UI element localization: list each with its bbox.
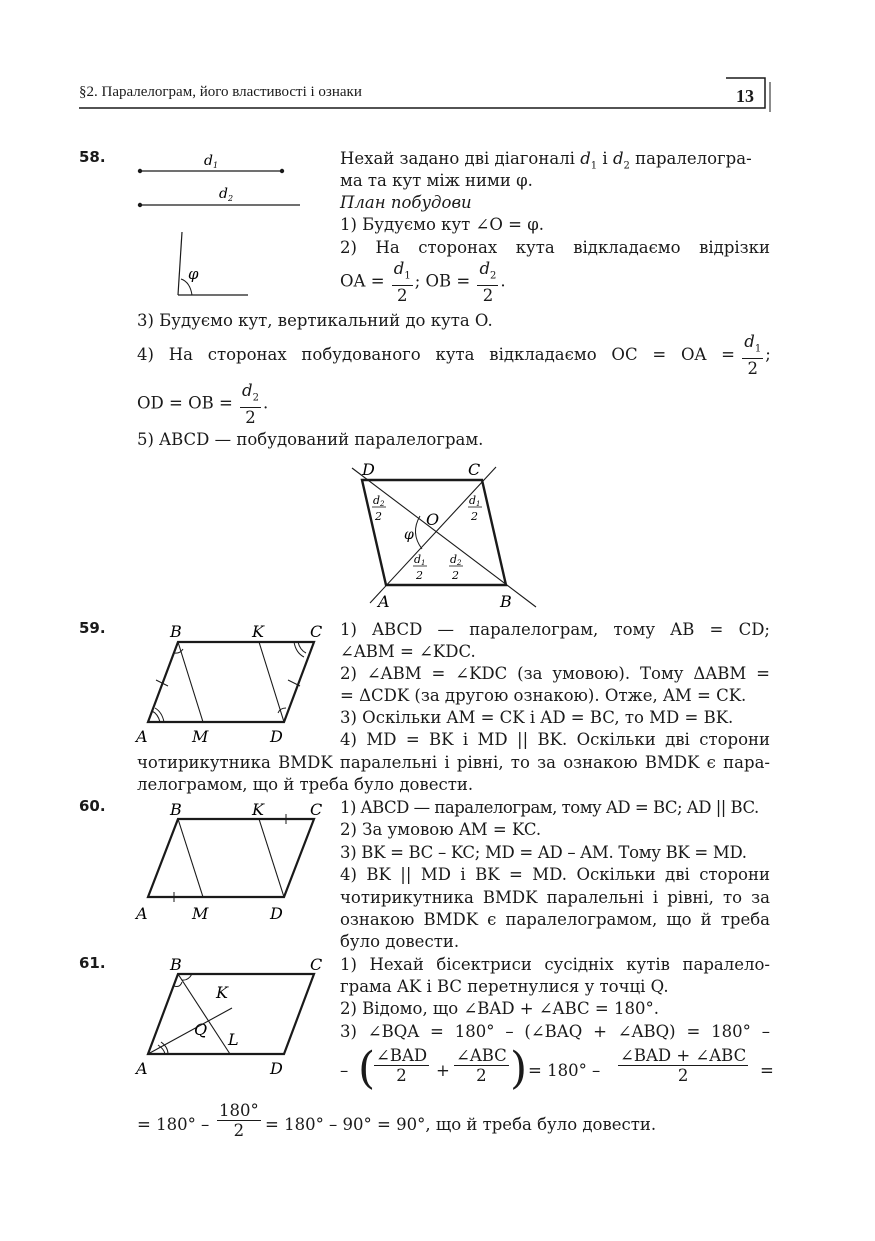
svg-text:d2: d2 xyxy=(450,553,462,567)
svg-text:2: 2 xyxy=(471,510,478,523)
problem-number-61: 61. xyxy=(79,954,106,972)
fig61-Q: Q xyxy=(194,1020,208,1039)
svg-text:d1: d1 xyxy=(414,553,426,567)
p58-step4: 4) На сторонах побудованого кута відкладаємо OC = OA = $\frac{d_1}{2}$ ; xyxy=(137,332,771,379)
problem-number-59: 59. xyxy=(79,619,106,637)
p58-step2-formula: OA = $\frac{d_1}{2}$ ; OB = $\frac{d_2}{2}$ . xyxy=(340,259,506,306)
p59-line7: чотирикутника BMDK паралельні і рівні, то за ознакою BMDK є пара- xyxy=(137,753,770,772)
p61-last-line: = 180° – $\frac{180^\circ}{2}$ = 180° – 90° = 90°, що й треба було довести. xyxy=(137,1101,657,1140)
label-d1: $d_1$ xyxy=(204,153,219,170)
p60-line1: 1) ABCD — паралелограм, тому AD = BC; AD || BC. xyxy=(340,798,759,817)
p60-line6: ознакою BMDK є паралелограмом, що й треба xyxy=(340,910,770,929)
figure-58-segments xyxy=(130,148,300,298)
p60-line7: було довести. xyxy=(340,932,460,951)
p60-line2: 2) За умовою AM = KC. xyxy=(340,820,542,839)
fig59-A: A xyxy=(136,727,148,746)
p59-line2: ∠ABM = ∠KDC. xyxy=(340,642,476,661)
svg-text:d2: d2 xyxy=(373,494,385,508)
p58-step2: 2) На сторонах кута відкладаємо відрізки xyxy=(340,238,770,257)
svg-text:2: 2 xyxy=(452,569,459,582)
svg-text:2: 2 xyxy=(375,510,382,523)
fig60-B: B xyxy=(170,800,182,819)
figure-59 xyxy=(130,618,335,748)
page-number: 13 xyxy=(736,86,754,106)
fig59-B: B xyxy=(170,622,182,641)
p58-step4b: OD = OB = $\frac{d_2}{2}$ . xyxy=(137,381,269,428)
fig60-M: M xyxy=(192,904,209,923)
p60-line3: 3) BK = BC – KC; MD = AD – AM. Тому BK = MD. xyxy=(340,843,747,862)
p59-line3: 2) ∠ABM = ∠KDC (за умовою). Тому ΔABM = xyxy=(340,664,770,683)
problem-number-58: 58. xyxy=(79,148,106,166)
p60-line4: 4) BK || MD і BK = MD. Оскільки дві сторони xyxy=(340,865,770,884)
p61-line1: 1) Нехай бісектриси сусідніх кутів паралело- xyxy=(340,955,770,974)
fig58-B: B xyxy=(500,592,512,611)
fig58-A: A xyxy=(378,592,390,611)
fig61-K: K xyxy=(216,983,228,1002)
p59-line5: 3) Оскільки AM = CK і AD = BC, то MD = BK. xyxy=(340,708,734,727)
label-d2: $d_2$ xyxy=(219,186,234,203)
fig59-D: D xyxy=(270,727,283,746)
p61-line2: грама AK і BC перетнулися у точці Q. xyxy=(340,977,669,996)
p59-line4: = ΔCDK (за другою ознакою). Отже, AM = CK. xyxy=(340,686,747,705)
fig61-D: D xyxy=(270,1059,283,1078)
figure-58-parallelogram xyxy=(340,455,550,615)
p58-step3: 3) Будуємо кут, вертикальний до кута O. xyxy=(137,311,493,330)
svg-text:2: 2 xyxy=(416,569,423,582)
p58-step5: 5) ABCD — побудований паралелограм. xyxy=(137,430,484,449)
fig60-K: K xyxy=(252,800,264,819)
figure-61 xyxy=(130,954,335,1079)
p60-line5: чотирикутника BMDK паралельні і рівні, то за xyxy=(340,888,770,907)
fig61-B: B xyxy=(170,955,182,974)
p58-line2: ма та кут між ними φ. xyxy=(340,171,533,190)
p58-step1: 1) Будуємо кут ∠O = φ. xyxy=(340,215,544,234)
fig58-O: O xyxy=(426,510,440,529)
problem-number-60: 60. xyxy=(79,797,106,815)
p61-line3: 2) Відомо, що ∠BAD + ∠ABC = 180°. xyxy=(340,999,659,1018)
fig61-L: L xyxy=(228,1030,239,1049)
fig58-C: C xyxy=(468,460,481,479)
fig61-A: A xyxy=(136,1059,148,1078)
fig58-D: D xyxy=(362,460,375,479)
fig59-C: C xyxy=(310,622,323,641)
p59-line6: 4) MD = BK і MD || BK. Оскільки дві сторони xyxy=(340,730,770,749)
fig59-K: K xyxy=(252,622,264,641)
header-rule xyxy=(0,0,875,120)
fig60-C: C xyxy=(310,800,323,819)
running-header: §2. Паралелограм, його властивості і ознаки xyxy=(79,84,362,100)
fig61-C: C xyxy=(310,955,323,974)
p59-line1: 1) ABCD — паралелограм, тому AB = CD; xyxy=(340,620,770,639)
p58-line1: Нехай задано дві діагоналі $d_1$ і $d_2$ паралелогра- xyxy=(340,149,752,172)
fig60-A: A xyxy=(136,904,148,923)
fig58-phi: φ xyxy=(404,527,414,543)
p59-line8: лелограмом, що й треба було довести. xyxy=(137,775,474,794)
fig60-D: D xyxy=(270,904,283,923)
p58-plan: План побудови xyxy=(340,193,472,212)
figure-60 xyxy=(130,797,335,927)
fig59-M: M xyxy=(192,727,209,746)
svg-text:d1: d1 xyxy=(469,494,481,508)
p61-formula-row: – ( ∠BAD 2 + ∠ABC 2 ) = 180° – ∠BAD + ∠ABC 2 = xyxy=(340,1043,774,1094)
angle-phi: φ xyxy=(188,265,199,283)
p61-line4: 3) ∠BQA = 180° – (∠BAQ + ∠ABQ) = 180° – xyxy=(340,1022,770,1041)
